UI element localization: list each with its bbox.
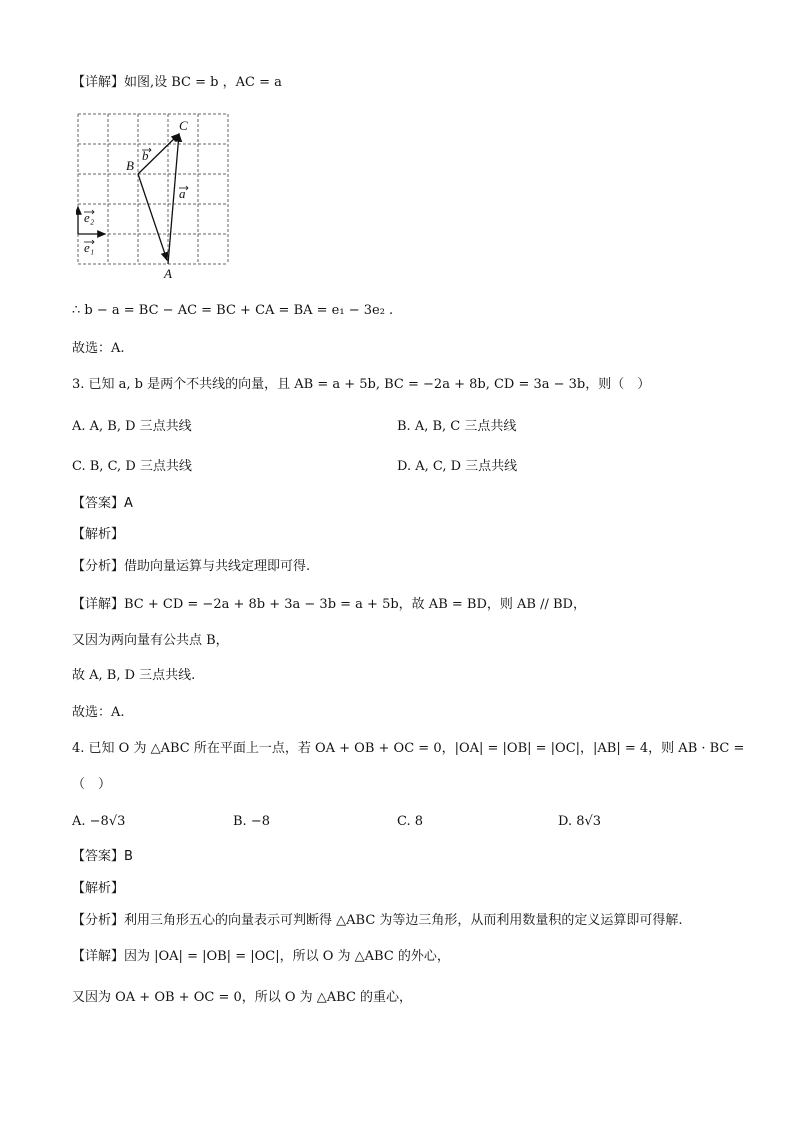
text: 故选：A. (72, 705, 125, 720)
q3-detail-3 (72, 667, 195, 685)
text: 【分析】利用三角形五心的向量表示可判断得 △ABC 为等边三角形，从而利用数量积的定义运算即可得解. (72, 913, 683, 928)
q4-option-b (233, 813, 270, 831)
q3-detail-4 (72, 704, 125, 722)
text: 【分析】借助向量运算与共线定理即可得. (72, 559, 311, 574)
text: 【详解】因为 |OA| = |OB| = |OC|，所以 O 为 △ABC 的外心， (72, 949, 450, 964)
label-b: b (142, 148, 149, 163)
q4-option-a (72, 813, 125, 831)
text: 【解析】 (72, 527, 125, 542)
text: B. −8 (233, 814, 270, 829)
q4-detail-1 (72, 948, 450, 966)
text: C. B, C, D 三点共线 (72, 459, 192, 474)
line-detail-intro (72, 74, 282, 92)
question-4-paren (72, 776, 111, 794)
q4-detail-2 (72, 989, 412, 1007)
q4-option-c (397, 813, 423, 831)
label-e2: e₂ (84, 210, 95, 225)
text: 4. 已知 O 为 △ABC 所在平面上一点，若 OA + OB + OC = 0，|OA| = |OB| = |OC|，|AB| = 4，则 AB · BC = (72, 741, 745, 756)
text: A. −8√3 (72, 814, 126, 829)
label-arrows (84, 148, 188, 244)
line-choose-a (72, 340, 125, 358)
question-4 (72, 740, 744, 758)
text: 【详解】如图,设 BC = b ，AC = a (72, 75, 282, 90)
vector-a (168, 134, 179, 264)
text: D. 8√3 (558, 814, 602, 829)
label-B: B (126, 158, 134, 173)
text: 故选：A. (72, 341, 125, 356)
text: 3. 已知 a, b 是两个不共线的向量，且 AB = a + 5b, BC = −2a + 8b, CD = 3a − 3b，则（ ） (72, 377, 651, 392)
q3-analysis-heading (72, 526, 124, 544)
q3-detail-2 (72, 632, 229, 650)
q3-option-b (397, 418, 516, 436)
text: D. A, C, D 三点共线 (397, 459, 518, 474)
text: A. A, B, D 三点共线 (72, 419, 192, 434)
grid (78, 114, 228, 264)
label-e1: e₁ (84, 240, 95, 255)
vector-grid-figure (76, 112, 232, 280)
text: 【详解】BC + CD = −2a + 8b + 3a − 3b = a + 5b，故 AB = BD，则 AB // BD， (72, 597, 586, 612)
text: B. A, B, C 三点共线 (397, 419, 517, 434)
text: 【答案】A (72, 496, 133, 511)
text: 故 A, B, D 三点共线. (72, 668, 196, 683)
text: C. 8 (397, 814, 424, 829)
q3-analysis (72, 558, 310, 576)
label-a: a (179, 186, 186, 201)
text: （ ） (72, 777, 112, 792)
text: 又因为 OA + OB + OC = 0，所以 O 为 △ABC 的重心， (72, 990, 413, 1005)
q3-detail-1 (72, 596, 586, 614)
text: 【解析】 (72, 881, 125, 896)
label-C: C (179, 118, 188, 133)
q4-answer (72, 848, 133, 866)
label-A: A (164, 266, 172, 280)
q4-analysis (72, 912, 683, 930)
q3-option-c (72, 458, 192, 476)
q4-option-d (558, 813, 601, 831)
q3-option-d (397, 458, 517, 476)
q3-answer (72, 495, 133, 513)
text: 又因为两向量有公共点 B， (72, 633, 229, 648)
q4-analysis-heading (72, 880, 124, 898)
text: 【答案】B (72, 849, 133, 864)
line-therefore (72, 302, 393, 320)
vector-BA (138, 174, 167, 260)
text: ∴ b − a = BC − AC = BC + CA = BA = e₁ − 3e₂ . (72, 303, 394, 318)
q3-option-a (72, 418, 192, 436)
question-3 (72, 376, 650, 394)
